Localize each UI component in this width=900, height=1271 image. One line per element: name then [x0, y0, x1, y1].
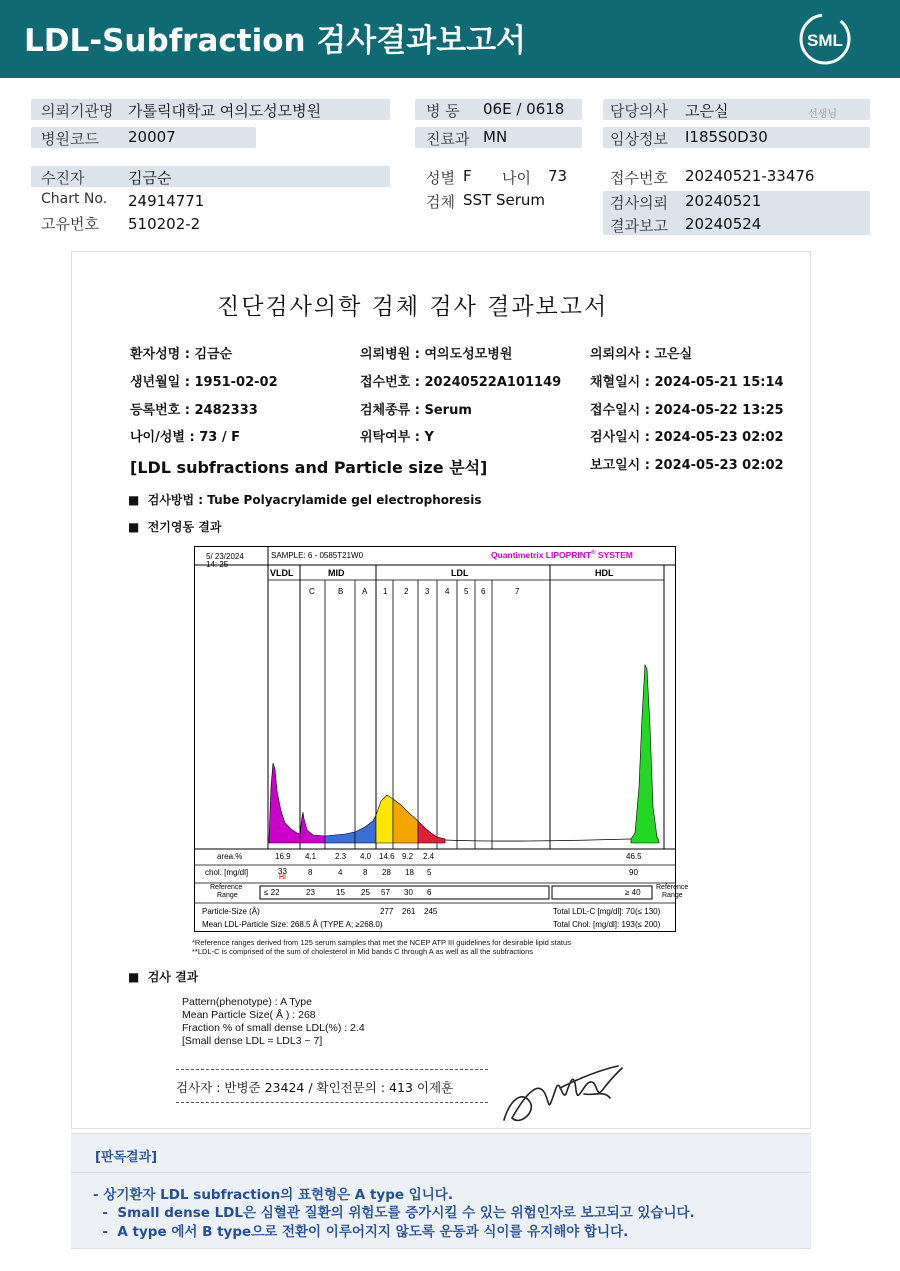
area-a: 4.0	[360, 852, 372, 861]
psize-2: 261	[402, 907, 416, 916]
footnote-2: **LDL-C is comprised of the sum of cholesterol in Mid bands C through A as well as all the subfractions	[192, 947, 534, 956]
hdl-label: HDL	[595, 568, 614, 578]
receipt-value: 20240521-33476	[685, 167, 815, 185]
plot-sample: SAMPLE: 6 - 0585T21W0	[271, 551, 364, 560]
brand-reg: ®	[591, 550, 596, 557]
age-value: 73	[548, 167, 568, 185]
peak-vldl	[269, 763, 300, 843]
total-chol-ref: (≤ 200)	[635, 920, 661, 929]
doctor-label: 담당의사	[610, 102, 668, 120]
total-ldl: Total LDL-C [mg/dl]: 70	[553, 907, 635, 916]
peak-areas	[269, 665, 659, 843]
age-label: 나이	[502, 169, 531, 187]
area-vldl: 16.9	[275, 852, 291, 861]
psize-1: 277	[380, 907, 394, 916]
chol-c: 8	[308, 868, 313, 877]
chol-a: 8	[363, 868, 368, 877]
area-label: area.%	[217, 852, 243, 861]
chol-b: 4	[338, 868, 343, 877]
electro-line: ■ 전기영동 결과	[128, 520, 222, 534]
dept-value: MN	[483, 128, 508, 146]
peak-ldl1	[376, 795, 393, 843]
result-pattern: Pattern(phenotype) : A Type	[182, 996, 312, 1008]
result-report-label: 결과보고	[610, 217, 668, 235]
total-chol: Total Chol. [mg/dl]: 193	[553, 920, 635, 929]
ref-3: 6	[427, 888, 432, 897]
ward-label: 병 동	[426, 102, 460, 120]
code-value: 20007	[128, 128, 176, 146]
result-head-line: ■ 검사 결과	[128, 970, 199, 984]
chol-hdl: 90	[629, 868, 638, 877]
peak-mid-a	[355, 815, 376, 843]
birth-date: 생년월일 : 1951-02-02	[130, 375, 278, 390]
band-2: 2	[404, 587, 409, 596]
clinical-value: I185S0D30	[685, 128, 768, 146]
band-b: B	[338, 587, 344, 596]
logo-text: SML	[807, 31, 843, 50]
signers: 검사자 : 반병준 23424 / 확인전문의 : 413 이제훈	[176, 1080, 454, 1095]
tested-time: 검사일시 : 2024-05-23 02:02	[590, 430, 784, 445]
code-label: 병원코드	[41, 130, 99, 148]
method-line: ■ 검사방법 : Tube Polyacrylamide gel electrophoresis	[128, 493, 482, 507]
peak-mid-c	[300, 812, 325, 843]
peak-hdl	[631, 665, 659, 843]
plot-brand	[491, 550, 633, 560]
ref-c: 23	[306, 888, 315, 897]
dept-label: 진료과	[426, 130, 470, 148]
electrophoresis-chart	[195, 547, 675, 931]
chol-2: 18	[405, 868, 414, 877]
total-ldl-ref: (≤ 130)	[635, 907, 661, 916]
peak-mid-b	[325, 832, 355, 843]
chart-value: 24914771	[128, 192, 205, 210]
baseline-trace	[445, 839, 631, 841]
interpretation-line-1: - 상기환자 LDL subfraction의 표현형은 A type 입니다.	[93, 1187, 453, 1203]
plot-time: 14: 25	[206, 560, 229, 569]
ref-label-right-1: Reference	[656, 884, 689, 891]
hi-flag: HI	[279, 874, 286, 881]
section-title: [LDL subfractions and Particle size 분석]	[130, 458, 488, 477]
ref-a: 25	[361, 888, 370, 897]
divider-top	[176, 1069, 488, 1070]
electro-text: 전기영동 결과	[147, 520, 222, 534]
sex-value: F	[463, 167, 472, 185]
brand-tail: SYSTEM	[595, 550, 633, 560]
ref-vldl: ≤ 22	[264, 888, 280, 897]
area-2: 9.2	[402, 852, 414, 861]
report-title: 진단검사의학 검체 검사 결과보고서	[217, 294, 609, 320]
reg-number: 등록번호 : 2482333	[130, 403, 258, 418]
footnote-1: *Reference ranges derived from 125 serum samples that met the NCEP ATP III guidelines for desirable lipid status	[192, 938, 571, 947]
band-3: 3	[425, 587, 430, 596]
result-size: Mean Particle Size( Å ) : 268	[182, 1009, 316, 1021]
receipt-label: 접수번호	[610, 169, 668, 187]
patient-value: 김금순	[128, 169, 172, 187]
vldl-label: VLDL	[270, 568, 294, 578]
ref-2: 30	[404, 888, 413, 897]
clinical-label: 임상정보	[610, 130, 668, 148]
result-fraction: Fraction % of small dense LDL(%) : 2.4	[182, 1022, 365, 1034]
id-value: 510202-2	[128, 215, 201, 233]
patient-label: 수진자	[41, 169, 85, 187]
requesting-doctor: 의뢰의사 : 고은실	[590, 347, 693, 362]
result-report-value: 20240524	[685, 215, 762, 233]
interpretation-panel	[71, 1133, 811, 1249]
method-text: 검사방법 : Tube Polyacrylamide gel electrophoresis	[147, 493, 482, 507]
received-time: 접수일시 : 2024-05-22 13:25	[590, 403, 784, 418]
peak-ldl2	[393, 799, 418, 843]
psize-3: 245	[424, 907, 438, 916]
band-6: 6	[481, 587, 486, 596]
id-label: 고유번호	[41, 215, 99, 233]
hospital-label: 의뢰기관명	[41, 102, 114, 120]
chol-1: 28	[382, 868, 391, 877]
collection-time: 채혈일시 : 2024-05-21 15:14	[590, 375, 784, 390]
request-value: 20240521	[685, 192, 762, 210]
divider-bottom	[176, 1102, 488, 1103]
specimen-type: 검체종류 : Serum	[360, 403, 472, 418]
interpretation-divider	[71, 1172, 811, 1173]
chol-vldl: 33	[278, 867, 287, 876]
receipt-number: 접수번호 : 20240522A101149	[360, 375, 562, 390]
report-header	[0, 0, 900, 78]
specimen-label: 검체	[426, 193, 455, 211]
area-c: 4.1	[305, 852, 317, 861]
area-b: 2.3	[335, 852, 347, 861]
doctor-suffix: 선생님	[808, 109, 837, 120]
brand-name: Quantimetrix LIPOPRINT	[491, 550, 592, 560]
chol-label: chol. [mg/dl]	[205, 868, 249, 877]
area-3: 2.4	[423, 852, 435, 861]
patient-row	[31, 166, 390, 187]
band-a: A	[362, 587, 368, 596]
band-c: C	[309, 587, 315, 596]
interpretation-line-3: - A type 에서 B type으로 전환이 이루어지지 않도록 운동과 식이를 유지해야 합니다.	[93, 1224, 629, 1240]
sml-logo	[798, 12, 852, 66]
band-1: 1	[383, 587, 388, 596]
patient-name: 환자성명 : 김금순	[130, 347, 233, 362]
result-sdldl: [Small dense LDL = LDL3 ~ 7]	[182, 1035, 323, 1047]
ward-value: 06E / 0618	[483, 100, 565, 118]
ref-label-1: Reference	[210, 884, 243, 891]
consignment: 위탁여부 : Y	[360, 430, 434, 445]
mean-particle-size: Mean LDL-Particle Size: 268.5 Å (TYPE A; ≥268.0)	[202, 920, 383, 929]
hospital-value: 가톨릭대학교 여의도성모병원	[128, 102, 322, 120]
psize-label: Particle-Size (Å)	[202, 907, 260, 916]
chol-3: 5	[427, 868, 432, 877]
plot-date: 5/ 23/2024	[206, 552, 244, 561]
page-title: LDL-Subfraction 검사결과보고서	[24, 23, 526, 59]
mid-label: MID	[328, 568, 345, 578]
interpretation-title: [판독결과]	[95, 1150, 158, 1165]
area-hdl: 46.5	[626, 852, 642, 861]
ref-label-2: Range	[217, 892, 238, 899]
age-sex: 나이/성별 : 73 / F	[130, 430, 241, 445]
signature	[500, 1060, 630, 1128]
band-7: 7	[515, 587, 520, 596]
requesting-hospital: 의뢰병원 : 여의도성모병원	[360, 347, 513, 362]
ref-b: 15	[336, 888, 345, 897]
lipoprint-plot	[194, 546, 689, 932]
band-5: 5	[464, 587, 469, 596]
ref-hdl: ≥ 40	[625, 888, 641, 897]
ldl-label: LDL	[451, 568, 469, 578]
peak-ldl3	[418, 821, 445, 843]
reported-time: 보고일시 : 2024-05-23 02:02	[590, 458, 784, 473]
scanned-report	[71, 251, 811, 1129]
ref-label-right-2: Range	[662, 892, 683, 899]
interpretation-line-2: - Small dense LDL은 심혈관 질환의 위험도를 증가시킬 수 있는 위험인자로 보고되고 있습니다.	[93, 1205, 695, 1221]
doctor-value: 고은실	[685, 102, 729, 120]
area-1: 14.6	[379, 852, 395, 861]
band-4: 4	[445, 587, 450, 596]
ref-1: 57	[381, 888, 390, 897]
result-head: 검사 결과	[147, 970, 199, 984]
sex-label: 성별	[426, 169, 455, 187]
specimen-value: SST Serum	[463, 191, 546, 209]
request-label: 검사의뢰	[610, 194, 668, 212]
chart-label: Chart No.	[41, 191, 108, 207]
